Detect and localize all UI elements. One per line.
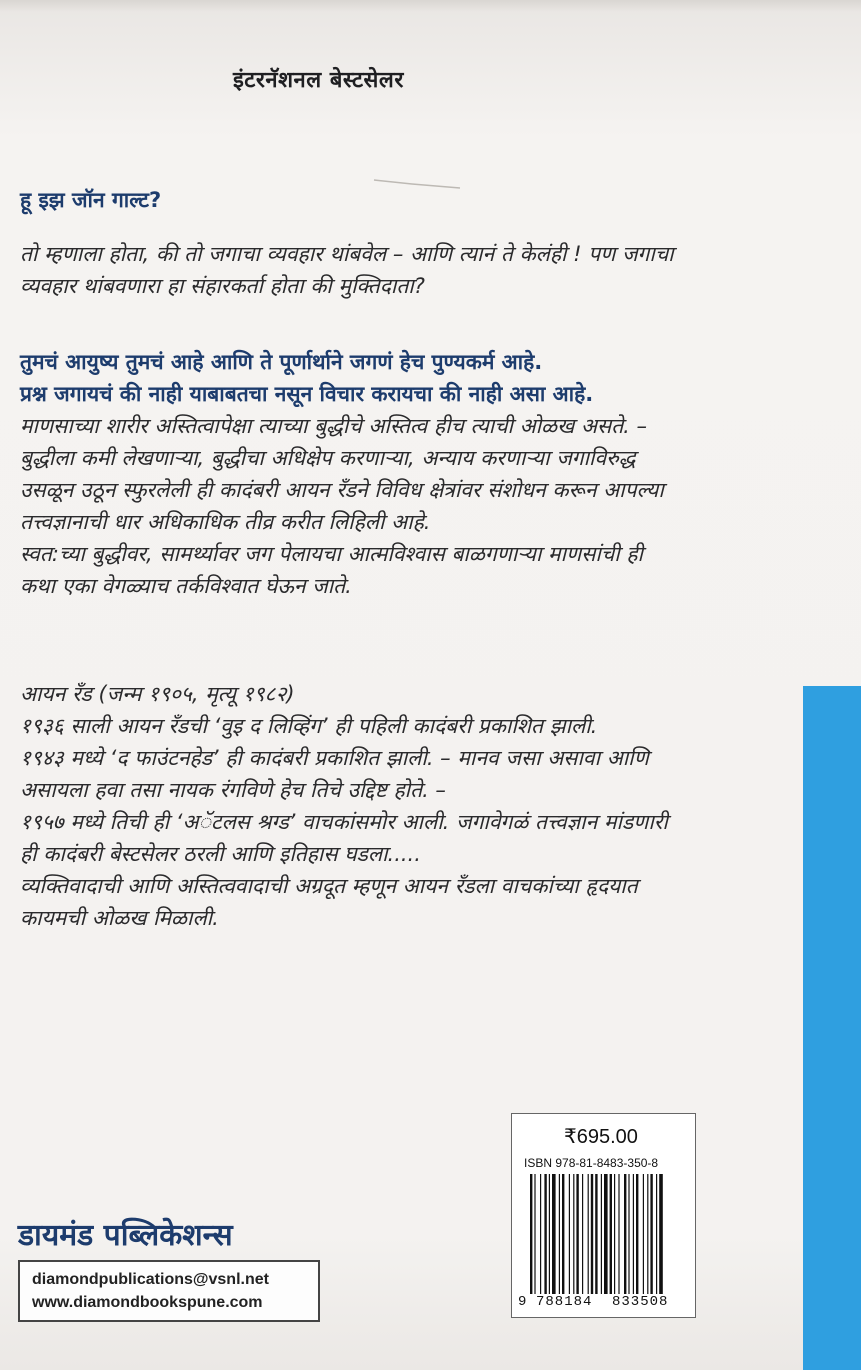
barcode-bar: [614, 1174, 615, 1294]
barcode-bar: [636, 1174, 638, 1294]
barcode-bar: [576, 1174, 578, 1294]
quote-line: तुमचं आयुष्य तुमचं आहे आणि ते पूर्णार्थाने जगणं हेच पुण्यकर्म आहे.: [20, 350, 543, 374]
barcode-digits-left: 788184: [536, 1294, 593, 1310]
quote-paragraph: [20, 346, 790, 410]
synopsis-line: बुद्धीला कमी लेखणाऱ्या, बुद्धीचा अधिक्षेप करणाऱ्या, अन्याय करणाऱ्या जगाविरुद्ध: [20, 446, 636, 470]
barcode-bar: [591, 1174, 593, 1294]
contact-website: www.diamondbookspune.com: [32, 1294, 263, 1311]
barcode-bar: [618, 1174, 619, 1294]
author-line: ही कादंबरी बेस्टसेलर ठरली आणि इतिहास घडला.....: [20, 842, 421, 866]
cover-top-edge: [0, 0, 861, 12]
price-label: ₹695.00: [564, 1126, 638, 1148]
barcode-bar: [552, 1174, 556, 1294]
barcode-bar: [540, 1174, 541, 1294]
quote-line: प्रश्न जगायचं की नाही याबाबतचा नसून विचार करायचा की नाही असा आहे.: [20, 382, 594, 406]
author-line: १९३६ साली आयन रँडची ‘वुइ द लिव्हिंग’ ही पहिली कादंबरी प्रकाशित झाली.: [20, 714, 598, 738]
synopsis-line: माणसाच्या शारीर अस्तित्वापेक्षा त्याच्या बुद्धीचे अस्तित्व हीच त्याची ओळख असते. –: [20, 414, 648, 438]
author-line: व्यक्तिवादाची आणि अस्तित्ववादाची अग्रदूत म्हणून आयन रँडला वाचकांच्या हृदयात: [20, 874, 638, 898]
synopsis-line: तत्त्वज्ञानाची धार अधिकाधिक तीव्र करीत लिहिली आहे.: [20, 510, 431, 534]
barcode-bar: [650, 1174, 652, 1294]
barcode-bar: [534, 1174, 535, 1294]
barcode-icon: [530, 1174, 680, 1294]
contact-box: [18, 1260, 320, 1322]
barcode-bar: [569, 1174, 570, 1294]
bestseller-header: इंटरनॅशनल बेस्टसेलर: [233, 68, 404, 93]
synopsis-paragraph: [20, 410, 790, 602]
barcode-bar: [610, 1174, 612, 1294]
barcode-bar: [647, 1174, 648, 1294]
barcode-bar: [633, 1174, 634, 1294]
intro-line: तो म्हणाला होता, की तो जगाचा व्यवहार थांबवेल – आणि त्यानं ते केलंही ! पण जगाचा: [20, 242, 674, 266]
blue-accent-band: [803, 686, 861, 1370]
barcode-bar: [544, 1174, 546, 1294]
barcode-bar: [604, 1174, 608, 1294]
barcode-digits-right: 833508: [612, 1294, 669, 1310]
intro-paragraph: [20, 238, 790, 302]
author-line: आयन रँड (जन्म १९०५, मृत्यू १९८२): [20, 682, 295, 706]
barcode-bar: [656, 1174, 657, 1294]
isbn-label: ISBN 978-81-8483-350-8: [524, 1156, 659, 1170]
author-line: असायला हवा तसा नायक रंगविणे हेच तिचे उद्दिष्ट होते. –: [20, 778, 446, 802]
barcode-bar: [659, 1174, 663, 1294]
barcode-bar: [595, 1174, 597, 1294]
author-line: १९४३ मध्ये ‘द फाउंटनहेड’ ही कादंबरी प्रकाशित झाली. – मानव जसा असावा आणि: [20, 746, 649, 770]
barcode-bar: [573, 1174, 574, 1294]
author-paragraph: [20, 678, 790, 934]
barcode-bar: [601, 1174, 602, 1294]
barcode-bar: [624, 1174, 626, 1294]
synopsis-line: स्वत:च्या बुद्धीवर, सामर्थ्यावर जग पेलायचा आत्मविश्वास बाळगणाऱ्या माणसांची ही: [20, 542, 643, 566]
intro-line: व्यवहार थांबवणारा हा संहारकर्ता होता की मुक्तिदाता?: [20, 274, 425, 298]
barcode-bar: [643, 1174, 644, 1294]
synopsis-line: कथा एका वेगळ्याच तर्कविश्वात घेऊन जाते.: [20, 574, 352, 598]
barcode-bar: [588, 1174, 589, 1294]
barcode-digit-first: 9: [518, 1294, 527, 1310]
barcode-panel: [511, 1113, 696, 1318]
barcode-bar: [530, 1174, 532, 1294]
barcode-bar: [628, 1174, 629, 1294]
barcode-bar: [559, 1174, 560, 1294]
author-line: १९५७ मध्ये तिची ही ‘अॅटलस श्रग्ड’ वाचकांसमोर आली. जगावेगळं तत्त्वज्ञान मांडणारी: [20, 810, 668, 834]
barcode-bar: [582, 1174, 583, 1294]
tagline-question: हू इझ जॉन गाल्ट?: [20, 188, 162, 212]
contact-email: diamondpublications@vsnl.net: [32, 1271, 269, 1288]
barcode-bar: [562, 1174, 564, 1294]
synopsis-line: उसळून उठून स्फुरलेली ही कादंबरी आयन रँडने विविध क्षेत्रांवर संशोधन करून आपल्या: [20, 478, 664, 502]
barcode-bar: [549, 1174, 550, 1294]
publisher-name: डायमंड पब्लिकेशन्स: [18, 1218, 233, 1253]
author-line: कायमची ओळख मिळाली.: [20, 906, 219, 930]
